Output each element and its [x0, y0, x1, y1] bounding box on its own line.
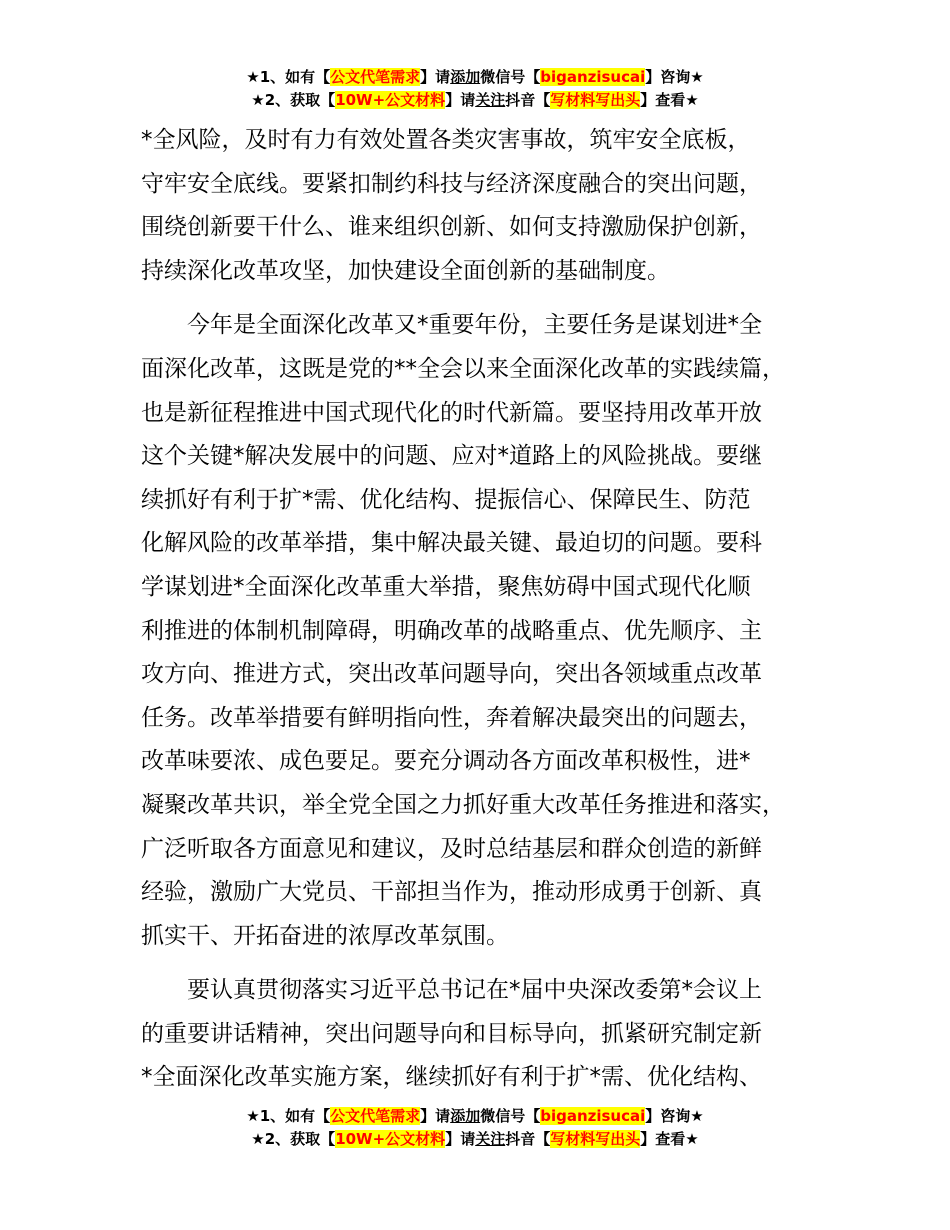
header-line-1	[0, 66, 950, 89]
footer-line-1-prefix: ★1、如有【	[246, 1107, 331, 1125]
header-line-2-prefix: ★2、获取【	[251, 91, 336, 109]
paragraph-1: *全风险，及时有力有效处置各类灾害事故，筑牢安全底板， 守牢安全底线。要紧扣制约科技与经济深度融合的突出问题， 围绕创新要干什么、谁来组织创新、如何支持激励保护创新， 持续深化改革攻坚，加快建设全面创新的基础制度。	[141, 127, 762, 284]
footer-wechat-id: biganzisucai	[540, 1107, 646, 1125]
footer-line-2-prefix: ★2、获取【	[251, 1130, 336, 1148]
header-line-1-text: 】请	[420, 68, 451, 86]
footer-line-2	[0, 1128, 950, 1151]
footer-line-1-highlight-ghostwriting: 公文代笔需求	[330, 1107, 421, 1125]
header-line-2-text-2: 抖音【	[505, 91, 551, 109]
header-line-2	[0, 89, 950, 112]
header-line-2-text: 】请	[445, 91, 476, 109]
header-banner	[0, 66, 950, 112]
footer-douyin-account: 写材料写出头	[550, 1130, 641, 1148]
footer-line-1	[0, 1105, 950, 1128]
footer-line-2-highlight-materials: 10W+公文材料	[335, 1130, 446, 1148]
footer-line-1-suffix: 】咨询★	[645, 1107, 704, 1125]
footer-line-2-emphasis: 关注	[475, 1130, 506, 1148]
footer-line-1-text-2: 微信号【	[480, 1107, 541, 1125]
header-line-1-highlight-ghostwriting: 公文代笔需求	[330, 68, 421, 86]
header-line-1-emphasis: 添加	[450, 68, 481, 86]
header-douyin-account: 写材料写出头	[550, 91, 641, 109]
header-line-1-text-2: 微信号【	[480, 68, 541, 86]
footer-line-2-suffix: 】查看★	[640, 1130, 699, 1148]
header-line-2-emphasis: 关注	[475, 91, 506, 109]
header-line-1-prefix: ★1、如有【	[246, 68, 331, 86]
paragraph-3: 要认真贯彻落实习近平总书记在*届中央深改委第*会议上 的重要讲话精神，突出问题导向和目标导向，抓紧研究制定新 *全面深化改革实施方案，继续抓好有利于扩*需、优化结构、	[141, 977, 762, 1091]
header-line-2-suffix: 】查看★	[640, 91, 699, 109]
header-wechat-id: biganzisucai	[540, 68, 646, 86]
footer-line-2-text: 】请	[445, 1130, 476, 1148]
header-line-2-highlight-materials: 10W+公文材料	[335, 91, 446, 109]
footer-banner	[0, 1105, 950, 1151]
header-line-1-suffix: 】咨询★	[645, 68, 704, 86]
footer-line-2-text-2: 抖音【	[505, 1130, 551, 1148]
footer-line-1-text: 】请	[420, 1107, 451, 1125]
paragraph-2: 今年是全面深化改革又*重要年份，主要任务是谋划进*全 面深化改革，这既是党的**全会以来全面深化改革的实践续篇， 也是新征程推进中国式现代化的时代新篇。要坚持用改革开放 这个关键*解决发展中的问题、应对*道路上的风险挑战。要继 续抓好有利于扩*需、优化结构、提振信心、保障民生、防范 化解风险的改革举措，集中解决最关键、最迫切的问题。要科 学谋划进*全面深化改革重大举措，聚焦妨碍中国式现代化顺 利推进的体制机制障碍，明确改革的战略重点、优先顺序、主 攻方向、推进方式，突出改革问题导向，突出各领域重点改革 任务。改革举措要有鲜明指向性，奔着解决最突出的问题去， 改革味要浓、成色要足。要充分调动各方面改革积极性，进* 凝聚改革共识，举全党全国之力抓好重大改革任务推进和落实， 广泛听取各方面意见和建议，及时总结基层和群众创造的新鲜 经验，激励广大党员、干部担当作为，推动形成勇于创新、真 抓实干、开拓奋进的浓厚改革氛围。	[141, 312, 785, 949]
document-body	[141, 119, 841, 1100]
footer-line-1-emphasis: 添加	[450, 1107, 481, 1125]
